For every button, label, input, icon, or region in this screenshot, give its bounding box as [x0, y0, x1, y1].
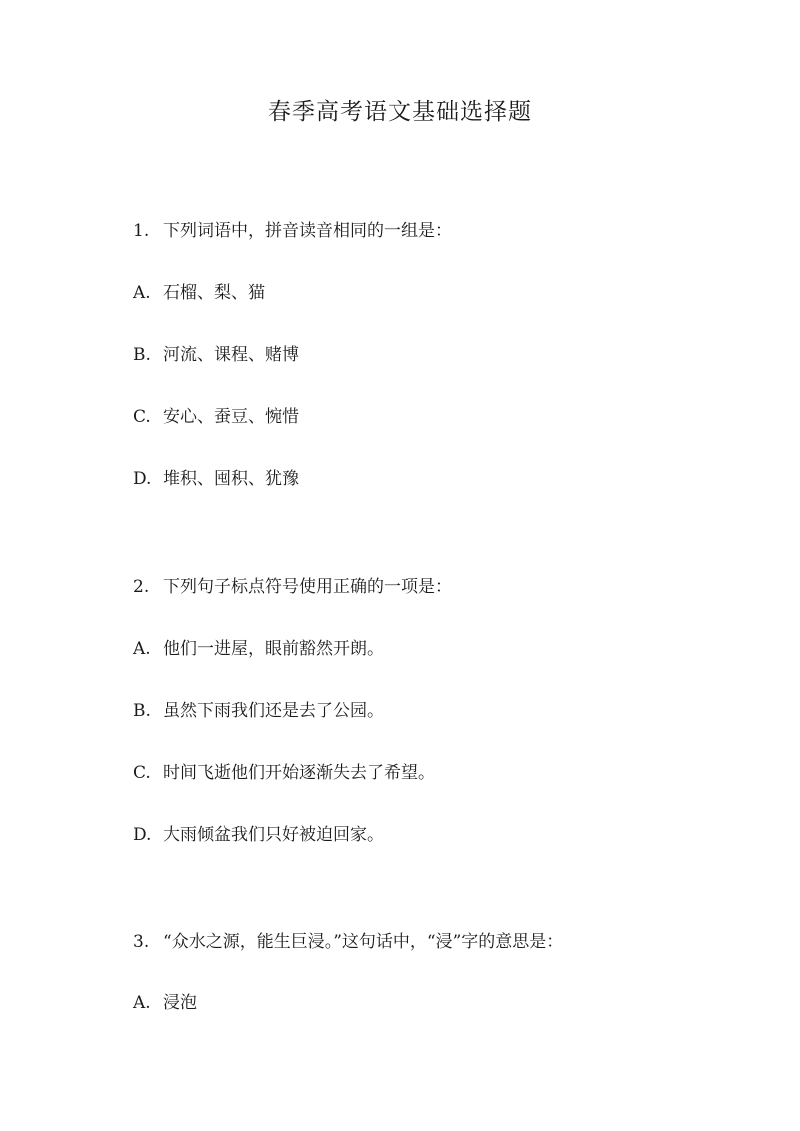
option-label: B.	[133, 701, 151, 721]
question-2-option-b	[133, 698, 384, 724]
option-label: C.	[133, 407, 151, 427]
question-2-option-c	[133, 760, 435, 786]
option-label: C.	[133, 763, 151, 783]
question-text: “众水之源，能生巨浸。”这句话中，“浸”字的意思是：	[163, 932, 564, 952]
question-2-option-a	[133, 636, 384, 662]
option-label: A.	[133, 993, 151, 1013]
option-text: 时间飞逝他们开始逐渐失去了希望。	[163, 763, 435, 783]
question-text: 下列句子标点符号使用正确的一项是：	[163, 577, 452, 597]
question-1-option-d	[133, 466, 299, 492]
question-1-option-c	[133, 404, 299, 430]
question-1	[133, 218, 452, 244]
page-title: 春季高考语文基础选择题	[268, 99, 532, 125]
question-3	[133, 929, 563, 955]
question-1-option-a	[133, 280, 265, 306]
option-text: 大雨倾盆我们只好被迫回家。	[163, 825, 384, 845]
option-label: A.	[133, 639, 151, 659]
option-label: A.	[133, 283, 151, 303]
option-label: D.	[133, 825, 152, 845]
option-text: 河流、课程、赌博	[163, 345, 299, 365]
question-number: 3.	[133, 932, 150, 952]
question-2-option-d	[133, 822, 384, 848]
question-number: 1.	[133, 221, 150, 241]
question-3-option-a	[133, 990, 197, 1016]
option-text: 他们一进屋，眼前豁然开朗。	[163, 639, 384, 659]
question-number: 2.	[133, 577, 150, 597]
question-1-option-b	[133, 342, 299, 368]
option-label: D.	[133, 469, 152, 489]
question-2	[133, 574, 452, 600]
option-text: 石榴、梨、猫	[163, 283, 265, 303]
option-text: 安心、蚕豆、惋惜	[163, 407, 299, 427]
option-text: 虽然下雨我们还是去了公园。	[163, 701, 384, 721]
option-text: 浸泡	[163, 993, 197, 1013]
question-text: 下列词语中，拼音读音相同的一组是：	[163, 221, 452, 241]
option-label: B.	[133, 345, 151, 365]
option-text: 堆积、囤积、犹豫	[163, 469, 299, 489]
